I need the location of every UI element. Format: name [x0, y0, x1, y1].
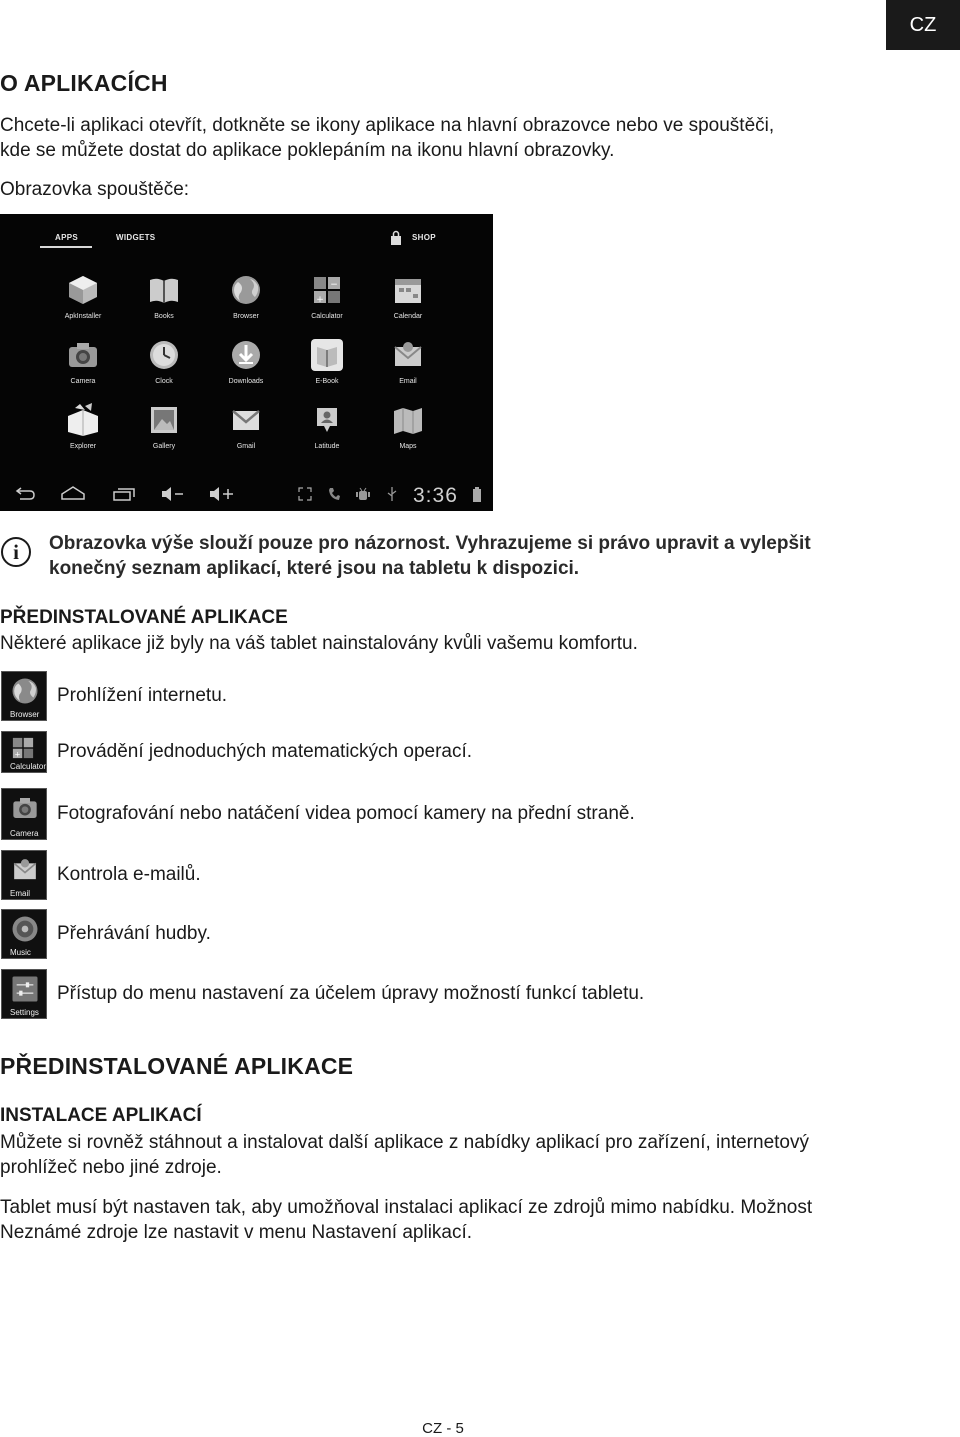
tab-apps: APPS — [55, 233, 78, 242]
browser-globe-icon — [228, 272, 264, 308]
install-paragraph — [0, 1130, 809, 1180]
ebook-icon — [309, 337, 345, 373]
explorer-icon — [65, 402, 101, 438]
note-line: Obrazovka výše slouží pouze pro názornost. Vyhrazujeme si právo upravit a vylepšit — [49, 533, 811, 554]
calendar-icon — [390, 272, 426, 308]
app-explorer — [48, 402, 118, 450]
status-clock: 3:36 — [413, 484, 458, 507]
app-label: Gmail — [236, 443, 256, 450]
launcher-screenshot — [0, 214, 493, 511]
app-maps — [373, 402, 443, 450]
thumb-label: Camera — [10, 829, 39, 838]
recent-apps-icon — [112, 486, 136, 502]
app-gallery — [129, 402, 199, 450]
thumb-label: Browser — [10, 710, 40, 719]
app-list-item — [0, 969, 960, 1019]
intro-line: Chcete-li aplikaci otevřít, dotkněte se ikony aplikace na hlavní obrazovce nebo ve spouštěči, — [0, 115, 775, 136]
screenshot-icon — [298, 487, 312, 501]
battery-icon — [472, 487, 482, 503]
app-list-item — [0, 671, 960, 721]
paragraph-line: Neznámé zdroje lze nastavit v menu Nastavení aplikací. — [0, 1222, 473, 1243]
volume-down-icon — [160, 485, 186, 503]
settings-icon — [10, 974, 40, 1004]
phone-icon — [328, 487, 340, 501]
email-icon — [10, 855, 40, 885]
app-label: Camera — [70, 378, 96, 385]
app-label: Gallery — [152, 443, 176, 450]
intro-paragraph — [0, 113, 774, 163]
gallery-icon — [146, 402, 182, 438]
app-list-item — [0, 909, 960, 959]
camera-icon — [65, 337, 101, 373]
unknown-sources-paragraph — [0, 1195, 812, 1245]
app-ebook — [292, 337, 362, 385]
info-icon: i — [1, 537, 31, 567]
app-label: Explorer — [69, 443, 97, 450]
intro-line: kde se můžete dostat do aplikace poklepáním na ikonu hlavní obrazovky. — [0, 140, 615, 161]
app-calendar — [373, 272, 443, 320]
maps-icon — [390, 402, 426, 438]
language-tab: CZ — [886, 0, 960, 50]
paragraph-line: prohlížeč nebo jiné zdroje. — [0, 1157, 222, 1178]
android-debug-icon — [356, 486, 370, 502]
thumb-label: Settings — [10, 1008, 39, 1017]
svg-text:−: − — [330, 280, 338, 290]
paragraph-line: Tablet musí být nastaven tak, aby umožňoval instalaci aplikací ze zdrojů mimo nabídku. Možnost — [0, 1197, 813, 1218]
app-books — [129, 272, 199, 320]
svg-text:+: + — [316, 295, 324, 305]
home-icon — [60, 485, 86, 501]
app-label: Downloads — [228, 378, 264, 385]
app-label: E-Book — [315, 378, 339, 385]
app-description: Provádění jednoduchých matematických operací. — [57, 741, 473, 762]
app-gmail — [211, 402, 281, 450]
browser-globe-icon — [10, 676, 40, 706]
app-description: Přehrávání hudby. — [57, 923, 211, 944]
app-description: Fotografování nebo natáčení videa pomocí kamery na přední straně. — [57, 803, 635, 824]
info-note — [49, 531, 811, 581]
app-description: Přístup do menu nastavení za účelem úpravy možností funkcí tabletu. — [57, 983, 645, 1004]
thumb-label: Music — [10, 948, 31, 957]
back-icon — [12, 486, 36, 502]
app-email — [373, 337, 443, 385]
page-number: CZ - 5 — [422, 1420, 464, 1437]
app-apkinstaller — [48, 272, 118, 320]
app-list-item — [0, 788, 960, 838]
preinstalled-text: Některé aplikace již byly na váš tablet nainstalovány kvůli vašemu komfortu. — [0, 633, 638, 654]
app-label: Maps — [399, 443, 417, 450]
tab-widgets: WIDGETS — [116, 233, 156, 242]
note-line: konečný seznam aplikací, které jsou na tabletu k dispozici. — [49, 558, 580, 579]
music-icon — [10, 914, 40, 944]
app-description: Kontrola e-mailů. — [57, 864, 201, 885]
downloads-icon — [228, 337, 264, 373]
books-icon — [146, 272, 182, 308]
thumb-label: Calculator — [10, 762, 47, 771]
install-subheading: INSTALACE APLIKACÍ — [0, 1105, 202, 1126]
app-latitude — [292, 402, 362, 450]
app-thumbnail — [1, 969, 47, 1019]
calculator-icon — [309, 272, 345, 308]
app-label: Calculator — [311, 313, 343, 320]
app-label: Latitude — [314, 443, 340, 450]
app-thumbnail — [1, 909, 47, 959]
usb-icon — [386, 486, 398, 502]
email-icon — [390, 337, 426, 373]
app-list-item — [0, 731, 960, 781]
svg-text:+: + — [14, 749, 21, 759]
app-browser — [211, 272, 281, 320]
app-thumbnail — [1, 671, 47, 721]
camera-icon — [10, 793, 40, 823]
gmail-icon — [228, 402, 264, 438]
app-downloads — [211, 337, 281, 385]
tab-underline — [40, 246, 92, 248]
app-label: Email — [399, 378, 417, 385]
app-clock — [129, 337, 199, 385]
calculator-icon — [10, 735, 36, 761]
shop-bag-icon — [388, 230, 404, 246]
launcher-caption: Obrazovka spouštěče: — [0, 179, 190, 200]
clock-icon — [146, 337, 182, 373]
app-thumbnail — [1, 788, 47, 840]
latitude-icon — [309, 402, 345, 438]
thumb-label: Email — [10, 889, 31, 898]
app-thumbnail — [1, 850, 47, 900]
app-calculator — [292, 272, 362, 320]
app-label: Books — [154, 313, 174, 320]
app-label: Browser — [233, 313, 259, 320]
app-description: Prohlížení internetu. — [57, 685, 228, 706]
app-label: ApkInstaller — [64, 313, 102, 320]
page-title: O APLIKACÍCH — [0, 70, 168, 96]
apk-installer-icon — [65, 272, 101, 308]
app-camera — [48, 337, 118, 385]
volume-up-icon — [208, 485, 236, 503]
app-label: Calendar — [393, 313, 423, 320]
paragraph-line: Můžete si rovněž stáhnout a instalovat další aplikace z nabídky aplikací pro zařízení, internetový — [0, 1132, 809, 1153]
app-thumbnail — [1, 731, 47, 773]
app-label: Clock — [155, 378, 173, 385]
preinstalled-heading: PŘEDINSTALOVANÉ APLIKACE — [0, 607, 288, 628]
section-heading: PŘEDINSTALOVANÉ APLIKACE — [0, 1053, 354, 1079]
app-list-item — [0, 850, 960, 900]
shop-label: SHOP — [412, 233, 436, 242]
